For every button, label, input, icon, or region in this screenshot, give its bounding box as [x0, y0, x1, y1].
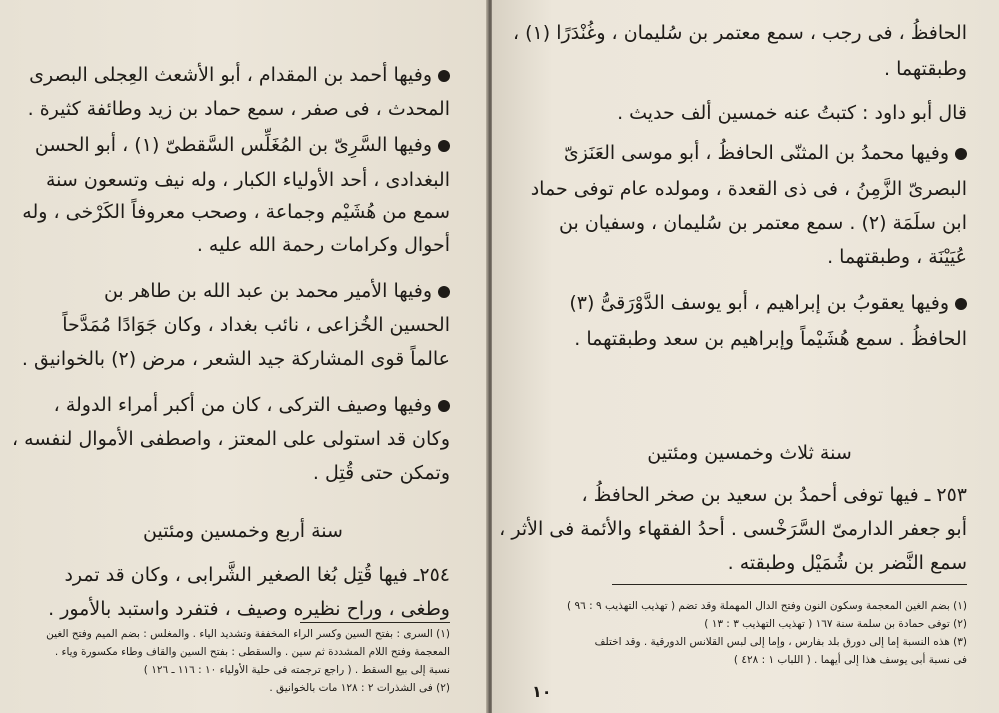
- section-heading: سنة ثلاث وخمسين ومئتين: [647, 442, 852, 464]
- footnote-line: المعجمة وفتح اللام المشددة ثم سين . والسقطى : بفتح السين والقاف وطاء مكسورة وياء .: [54, 646, 450, 658]
- text-line: وفيها السَّرِىّ بن المُغَلِّس السَّقطىّ (١) ، أبو الحسن: [36, 132, 450, 158]
- right-page: [492, 0, 999, 713]
- text-line: البصرىّ الزَّمِنُ ، فى ذى القعدة ، ومولده عام توفى حماد: [530, 178, 967, 200]
- text-line: عالماً قوى المشاركة جيد الشعر ، مرض (٢) بالخوانيق .: [21, 348, 450, 370]
- text-line: عُيَيْنَة ، وطبقتهما .: [827, 246, 967, 268]
- bullet-icon: [955, 298, 967, 310]
- text-line: قال أبو داود : كتبتُ عنه خمسين ألف حديث .: [617, 102, 967, 124]
- entry-line: وطغى ، وراح نظيره وصيف ، فتفرد واستبد بالأمور .: [48, 598, 450, 620]
- text-line: وفيها محمدُ بن المثنّى الحافظُ ، أبو موسى العَنَزىّ: [532, 140, 967, 166]
- entry-line: سمع النَّضر بن شُمَيْل وطبقته .: [727, 552, 967, 574]
- text-line: وفيها أحمد بن المقدام ، أبو الأشعث العِجلى البصرى: [36, 62, 450, 88]
- text-line: ابن سلَمَة (٢) . سمع معتمر بن سُليمان ، وسفيان بن: [559, 212, 967, 234]
- text-line: الحافظُ . سمع هُشَيْماً وإبراهيم بن سعد وطبقتهما .: [574, 328, 967, 350]
- text-line: البغدادى ، أحد الأولياء الكبار ، وله نيف وتسعون سنة: [46, 169, 450, 191]
- text-line: الحسين الخُزاعى ، نائب بغداد ، وكان جَوَادًا مُمَدَّحاً: [62, 314, 450, 336]
- text-line: وكان قد استولى على المعتز ، واصطفى الأموال لنفسه ،: [12, 428, 450, 450]
- text-line: وتمكن حتى قُتِل .: [312, 462, 450, 484]
- bullet-icon: [438, 400, 450, 412]
- bullet-icon: [438, 286, 450, 298]
- footnote-line: نسبة إلى بيع السقط . ( راجع ترجمته فى حلية الأولياء ١٠ : ١١٦ ـ ١٢٦ ): [143, 664, 450, 676]
- footnote-rule: [300, 622, 450, 623]
- footnote-rule: [612, 584, 967, 585]
- text-line: سمع من هُشَيْم وجماعة ، وصحب معروفاً الكَرْخى ، وله: [22, 201, 450, 223]
- text-line: وطبقتهما .: [884, 58, 967, 80]
- footnote-line: (١) بضم الغين المعجمة وسكون النون وفتح الدال المهملة وقد تضم ( تهذيب التهذيب ٩ : ٩٦ ): [567, 600, 967, 612]
- section-heading: سنة أربع وخمسين ومئتين: [143, 520, 343, 542]
- bullet-icon: [438, 70, 450, 82]
- page-number: ١٠: [532, 682, 552, 701]
- entry-line: ٢٥٤ـ فيها قُتِل بُغا الصغير الشَّرابى ، وكان قد تمرد: [64, 564, 450, 586]
- footnote-line: (١) السرى : بفتح السين وكسر الراء المخففة وتشديد الياء . والمغلس : بضم الميم وفتح الغين: [46, 628, 450, 640]
- left-page: [0, 0, 488, 713]
- text-line: وفيها وصيف التركى ، كان من أكبر أمراء الدولة ،: [36, 392, 450, 418]
- entry-line: أبو جعفر الدارمىّ السَّرَخْسى . أحدُ الفقهاء والأئمة فى الأثر ،: [499, 518, 967, 540]
- bullet-icon: [438, 140, 450, 152]
- footnote-line: (٣) هذه النسبة إما إلى دورق بلد بفارس ، وإما إلى لبس القلانس الدورقية . وقد اختلف: [594, 636, 967, 648]
- entry-line: ٢٥٣ ـ فيها توفى أحمدُ بن سعيد بن صخر الحافظُ ،: [581, 484, 967, 506]
- text-line: وفيها الأمير محمد بن عبد الله بن طاهر بن: [36, 278, 450, 304]
- bullet-icon: [955, 148, 967, 160]
- text-line: المحدث ، فى صفر ، سمع حماد بن زيد وطائفة كثيرة .: [27, 98, 450, 120]
- footnote-line: فى نسبة أبى يوسف هذا إلى أيهما . ( اللباب ١ : ٤٢٨ ): [733, 654, 967, 666]
- text-line: أحوال وكرامات رحمة الله عليه .: [196, 234, 450, 256]
- text-line: وفيها يعقوبُ بن إبراهيم ، أبو يوسف الدَّوْرَقىُّ (٣): [532, 290, 967, 316]
- footnote-line: (٢) توفى حمادة بن سلمة سنة ١٦٧ ( تهذيب التهذيب ٣ : ١٣ ): [704, 618, 967, 630]
- text-line: الحافظُ ، فى رجب ، سمع معتمر بن سُليمان ، وغُنْدَرًا (١) ،: [512, 22, 967, 44]
- footnote-line: (٢) فى الشذرات ٢ : ١٢٨ مات بالخوانيق .: [269, 682, 450, 694]
